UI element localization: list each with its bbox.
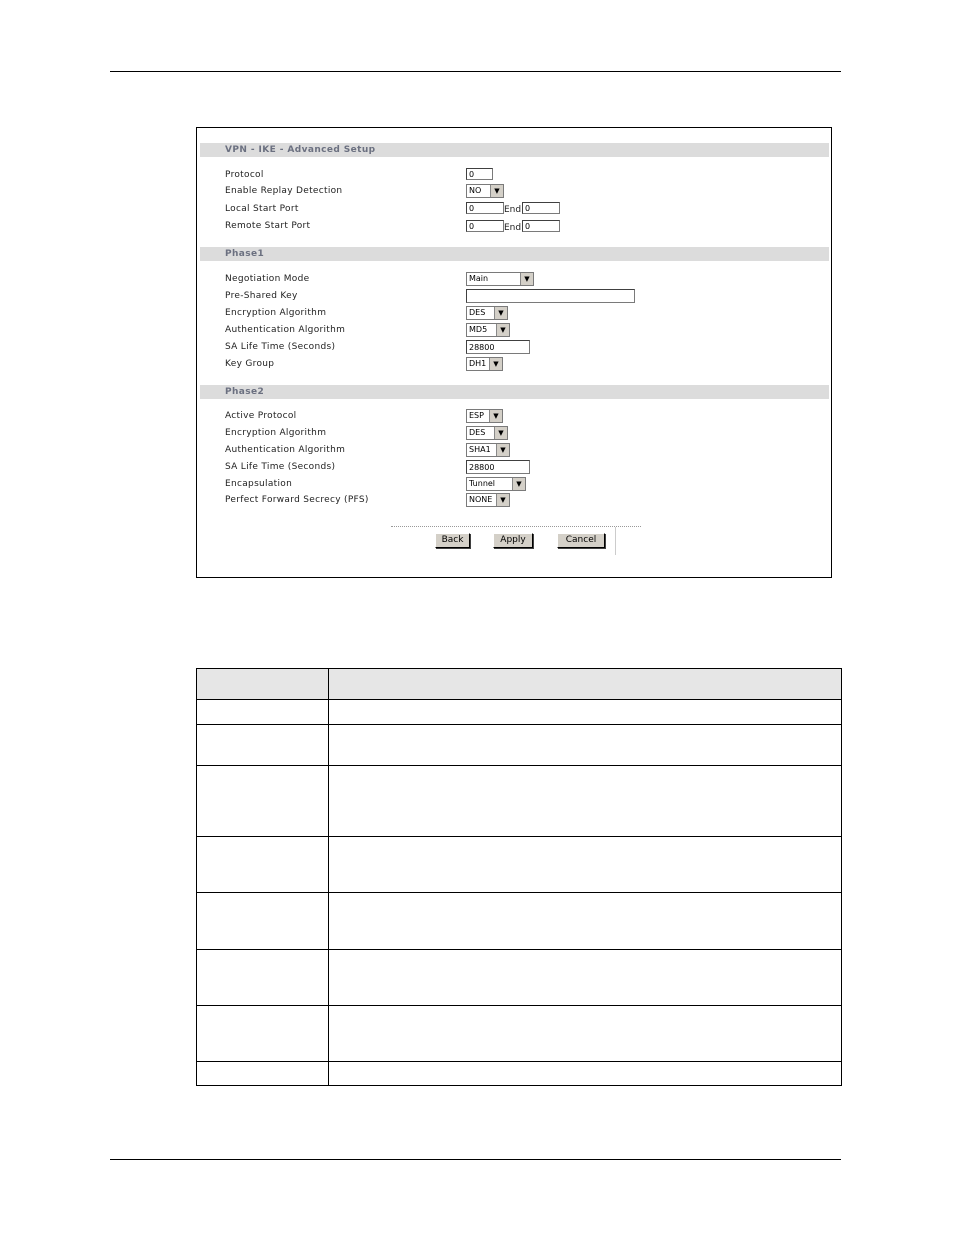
- table-row: [197, 725, 841, 766]
- phase1-encryption-value: DES: [469, 308, 486, 317]
- remote-start-port-label: Remote Start Port: [225, 221, 311, 231]
- replay-detection-label: Enable Replay Detection: [225, 186, 343, 196]
- chevron-down-icon: ▼: [489, 358, 502, 370]
- back-button[interactable]: Back: [435, 533, 470, 548]
- key-group-label: Key Group: [225, 359, 275, 369]
- table-row: [197, 1006, 841, 1062]
- active-protocol-label: Active Protocol: [225, 411, 297, 421]
- phase1-encryption-select[interactable]: [466, 306, 508, 320]
- chevron-down-icon: ▼: [494, 307, 507, 319]
- pre-shared-key-label: Pre-Shared Key: [225, 291, 298, 301]
- phase1-auth-value: MD5: [469, 325, 488, 334]
- encapsulation-label: Encapsulation: [225, 479, 293, 489]
- negotiation-mode-value: Main: [469, 274, 489, 283]
- chevron-down-icon: ▼: [496, 494, 509, 506]
- table-row: [197, 893, 841, 950]
- pre-shared-key-input[interactable]: [466, 289, 635, 303]
- phase1-sa-life-input[interactable]: [466, 340, 530, 354]
- negotiation-mode-label: Negotiation Mode: [225, 274, 310, 284]
- local-end-port-input[interactable]: [522, 202, 560, 214]
- negotiation-mode-select[interactable]: [466, 272, 534, 286]
- phase1-auth-select[interactable]: [466, 323, 510, 337]
- field-description-table: [196, 668, 842, 1086]
- chevron-down-icon: ▼: [496, 324, 509, 336]
- local-start-port-input[interactable]: [466, 202, 504, 214]
- chevron-down-icon: ▼: [494, 427, 507, 439]
- phase2-sa-life-input[interactable]: [466, 460, 530, 474]
- phase2-sa-life-label: SA Life Time (Seconds): [225, 462, 336, 472]
- encapsulation-value: Tunnel: [469, 479, 496, 488]
- chevron-down-icon: ▼: [496, 444, 509, 456]
- table-row: [197, 837, 841, 893]
- chevron-down-icon: ▼: [489, 410, 502, 422]
- encapsulation-select[interactable]: [466, 477, 526, 491]
- apply-button[interactable]: Apply: [493, 533, 533, 548]
- key-group-select[interactable]: [466, 357, 503, 371]
- remote-start-port-input[interactable]: [466, 220, 504, 232]
- phase1-sa-life-label: SA Life Time (Seconds): [225, 342, 336, 352]
- section-title-phase1: Phase1: [200, 247, 829, 261]
- table-header-row: [197, 669, 841, 700]
- pfs-value: NONE: [469, 495, 493, 504]
- local-end-label: End: [504, 205, 522, 215]
- local-start-port-label: Local Start Port: [225, 204, 299, 214]
- table-row: [197, 700, 841, 725]
- button-divider: [391, 526, 641, 527]
- phase2-auth-label: Authentication Algorithm: [225, 445, 346, 455]
- replay-detection-value: NO: [469, 186, 482, 195]
- footer-rule: [110, 1159, 841, 1160]
- chevron-down-icon: ▼: [490, 185, 503, 197]
- section-title-advanced-setup: VPN - IKE - Advanced Setup: [200, 143, 829, 157]
- pfs-label: Perfect Forward Secrecy (PFS): [225, 495, 369, 505]
- phase1-encryption-label: Encryption Algorithm: [225, 308, 327, 318]
- key-group-value: DH1: [469, 359, 487, 368]
- table-row: [197, 766, 841, 837]
- phase2-auth-select[interactable]: [466, 443, 510, 457]
- active-protocol-select[interactable]: [466, 409, 503, 423]
- phase1-auth-label: Authentication Algorithm: [225, 325, 346, 335]
- pfs-select[interactable]: [466, 493, 510, 507]
- remote-end-port-input[interactable]: [522, 220, 560, 232]
- active-protocol-value: ESP: [469, 411, 484, 420]
- chevron-down-icon: ▼: [512, 478, 525, 490]
- chevron-down-icon: ▼: [520, 273, 533, 285]
- protocol-input[interactable]: [466, 168, 493, 180]
- phase2-encryption-label: Encryption Algorithm: [225, 428, 327, 438]
- header-rule: [110, 71, 841, 72]
- remote-end-label: End: [504, 223, 522, 233]
- phase2-encryption-select[interactable]: [466, 426, 508, 440]
- phase2-auth-value: SHA1: [469, 445, 491, 454]
- phase2-encryption-value: DES: [469, 428, 486, 437]
- table-row: [197, 1062, 841, 1085]
- protocol-label: Protocol: [225, 170, 264, 180]
- section-title-phase2: Phase2: [200, 385, 829, 399]
- cancel-button[interactable]: Cancel: [557, 533, 605, 548]
- table-row: [197, 950, 841, 1006]
- button-area-divider: [615, 527, 616, 555]
- replay-detection-select[interactable]: [466, 184, 504, 198]
- vpn-ike-advanced-setup-screen: [196, 127, 832, 578]
